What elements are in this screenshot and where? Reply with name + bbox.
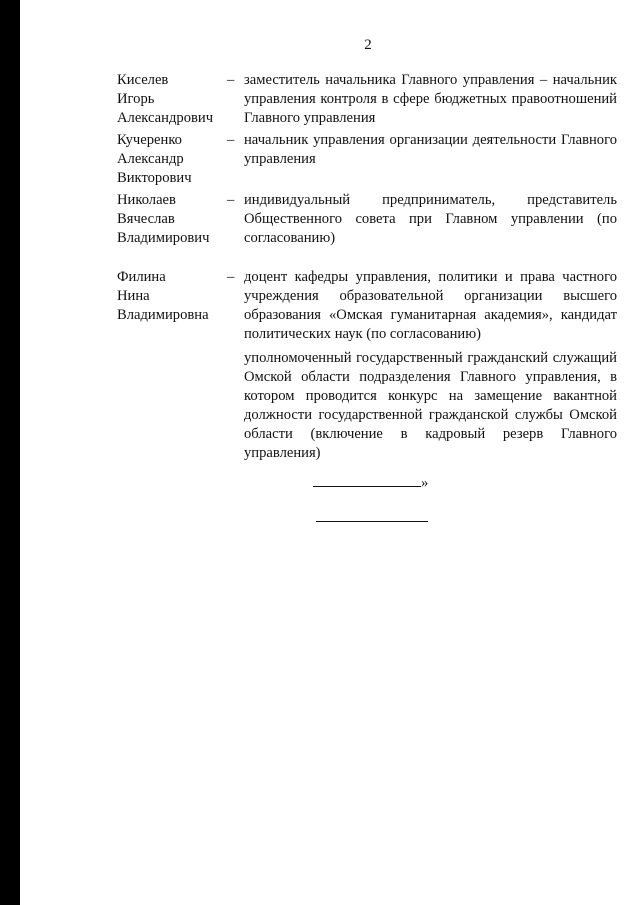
member-first-name: Александр [117, 151, 184, 167]
page-number: 2 [364, 37, 372, 53]
member-role: начальник управления организации деятельности Главного управления [244, 132, 617, 167]
closing-mark [313, 474, 428, 493]
member-surname: Киселев [117, 72, 169, 88]
member-first-name: Нина [117, 288, 150, 304]
member-name [117, 131, 227, 188]
member-role: заместитель начальника Главного управления – начальник управления контроля в сфере бюджетных правоотношений Главного управления [244, 72, 617, 126]
member-role: индивидуальный предприниматель, представитель Общественного совета при Главном управлении (по согласованию) [244, 192, 617, 246]
member-patronymic: Александрович [117, 110, 214, 126]
member-surname: Кучеренко [117, 132, 182, 148]
closing-underline [313, 474, 421, 487]
member-name [117, 191, 227, 248]
member-patronymic: Владимирович [117, 230, 210, 246]
member-role: доцент кафедры управления, политики и права частного учреждения образовательной организации высшего образования «Омская гуманитарная академия», кандидат политических наук (по согласованию) [244, 269, 617, 342]
dash: – [227, 132, 235, 148]
end-rule [316, 521, 428, 522]
member-patronymic: Викторович [117, 170, 192, 186]
member-name [117, 268, 227, 325]
scan-edge [0, 0, 20, 905]
dash: – [227, 192, 235, 208]
additional-member-role: уполномоченный государственный гражданский служащий Омской области подразделения Главного управления, в котором проводится конкурс на замещение вакантной должности государственной гражданской службы Омской области (включение в кадровый резерв Главного управления) [244, 350, 617, 461]
member-surname: Филина [117, 269, 166, 285]
closing-quote: » [421, 475, 429, 491]
dash: – [227, 72, 235, 88]
dash: – [227, 269, 235, 285]
member-first-name: Игорь [117, 91, 155, 107]
member-surname: Николаев [117, 192, 176, 208]
member-first-name: Вячеслав [117, 211, 175, 227]
member-name [117, 71, 227, 128]
member-patronymic: Владимировна [117, 307, 209, 323]
